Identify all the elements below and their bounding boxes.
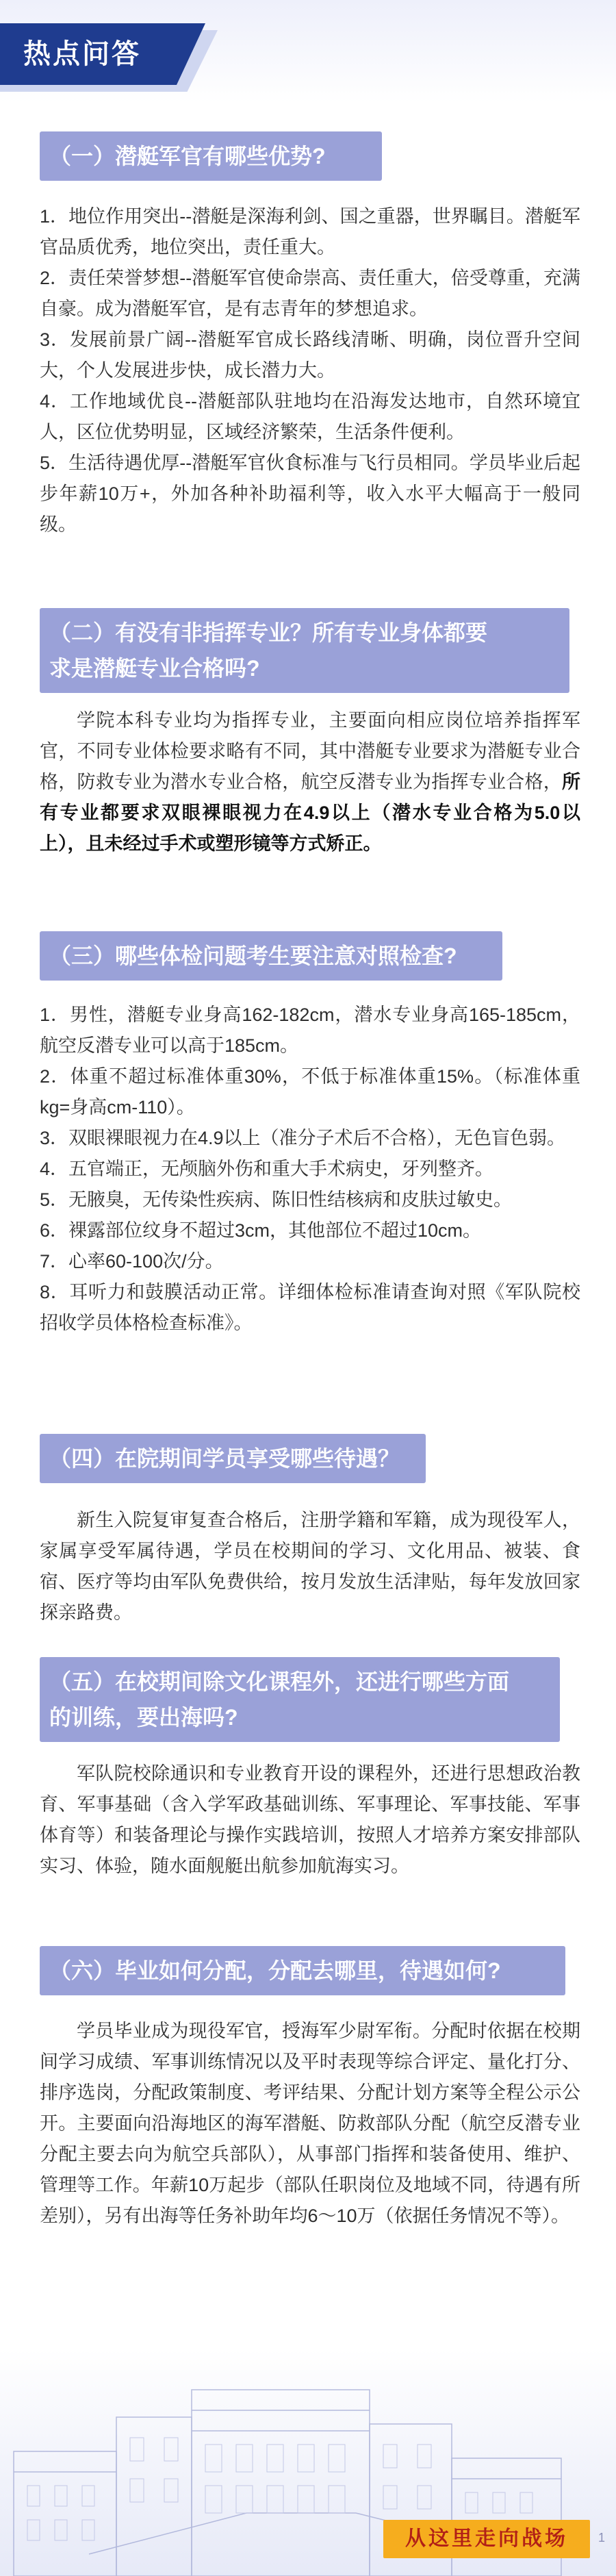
question-2-line2: 求是潜艇专业合格吗?: [49, 656, 260, 681]
answer-1-item: 1．地位作用突出--潜艇是深海利剑、国之重器，世界瞩目。潜艇军官品质优秀，地位突出，责任重大。: [40, 206, 580, 257]
answer-1: [40, 201, 580, 540]
answer-2-bold-text: 所有专业都要求双眼裸眼视力在4.9以上（潜水专业合格为5.0以上），且未经过手术或塑形镜等方式矫正。: [40, 772, 580, 854]
answer-3-item: 8．耳听力和鼓膜活动正常。详细体检标准请查询对照《军队院校招收学员体格检查标准》。: [40, 1282, 580, 1333]
answer-4: 新生入院复审复查合格后，注册学籍和军籍，成为现役军人，家属享受军属待遇，学员在校期间的学习、文化用品、被装、食宿、医疗等均由军队免费供给，按月发放生活津贴，每年发放回家探亲路费。: [40, 1510, 580, 1623]
page-title: 热点问答: [23, 39, 141, 69]
question-3: （三）哪些体检问题考生要注意对照检查?: [40, 931, 502, 981]
question-5-line2: 的训练，要出海吗?: [49, 1705, 238, 1730]
slogan-sign: 从这里走向战场: [383, 2520, 590, 2558]
question-2: [40, 608, 569, 693]
answer-2: [40, 705, 580, 859]
answer-2-text: 学院本科专业均为指挥专业，主要面向相应岗位培养指挥军官，不同专业体检要求略有不同，其中潜艇专业要求为潜艇专业合格，防救专业为潜水专业合格，航空反潜专业为指挥专业合格，: [40, 710, 580, 792]
answer-3-item: 7．心率60-100次/分。: [40, 1251, 224, 1272]
question-4: （四）在院期间学员享受哪些待遇？: [40, 1434, 426, 1483]
question-5: [40, 1657, 560, 1742]
answer-1-item: 4．工作地域优良--潜艇部队驻地均在沿海发达地市，自然环境宜人，区位优势明显，区域经济繁荣，生活条件便利。: [40, 391, 580, 442]
answer-3-item: 3．双眼裸眼视力在4.9以上（准分子术后不合格），无色盲色弱。: [40, 1128, 566, 1148]
answer-3: [40, 1000, 580, 1339]
page-number: 1: [598, 2531, 606, 2545]
question-5-line1: （五）在校期间除文化课程外，还进行哪些方面: [49, 1669, 510, 1694]
answer-3-item: 1．男性，潜艇专业身高162-182cm，潜水专业身高165-185cm，航空反潜专业可以高于185cm。: [40, 1005, 580, 1056]
answer-1-item: 2．责任荣誉梦想--潜艇军官使命崇高、责任重大，倍受尊重，充满自豪。成为潜艇军官，是有志青年的梦想追求。: [40, 268, 580, 319]
answer-5: 军队院校除通识和专业教育开设的课程外，还进行思想政治教育、军事基础（含入学军政基础训练、军事理论、军事技能、军事体育等）和装备理论与操作实践培训，按照人才培养方案安排部队实习、体验，随水面舰艇出航参加航海实习。: [40, 1763, 580, 1876]
answer-3-item: 2．体重不超过标准体重30%，不低于标准体重15%。（标准体重kg=身高cm-110）。: [40, 1066, 580, 1117]
answer-3-item: 5．无腋臭，无传染性疾病、陈旧性结核病和皮肤过敏史。: [40, 1189, 513, 1210]
question-6: （六）毕业如何分配，分配去哪里，待遇如何?: [40, 1946, 565, 1995]
answer-1-item: 3．发展前景广阔--潜艇军官成长路线清晰、明确，岗位晋升空间大，个人发展进步快，成长潜力大。: [40, 329, 580, 381]
answer-3-item: 4．五官端正，无颅脑外伤和重大手术病史，牙列整齐。: [40, 1159, 494, 1179]
question-1: （一）潜艇军官有哪些优势?: [40, 131, 382, 181]
answer-1-item: 5．生活待遇优厚--潜艇军官伙食标准与飞行员相同。学员毕业后起步年薪10万+，外加各种补助福利等，收入水平大幅高于一般同级。: [40, 453, 580, 535]
answer-3-item: 6．裸露部位纹身不超过3cm，其他部位不超过10cm。: [40, 1220, 482, 1241]
question-2-line1: （二）有没有非指挥专业？所有专业身体都要: [49, 620, 488, 645]
answer-6: 学员毕业成为现役军官，授海军少尉军衔。分配时依据在校期间学习成绩、军事训练情况以及平时表现等综合评定、量化打分、排序选岗，分配政策制度、考评结果、分配计划方案等全程公示公开。主要面向沿海地区的海军潜艇、防救部队分配（航空反潜专业分配主要去向为航空兵部队），从事部门指挥和装备使用、维护、管理等工作。年薪10万起步（部队任职岗位及地域不同，待遇有所差别），另有出海等任务补助年均6～10万（依据任务情况不等）。: [40, 2021, 580, 2226]
